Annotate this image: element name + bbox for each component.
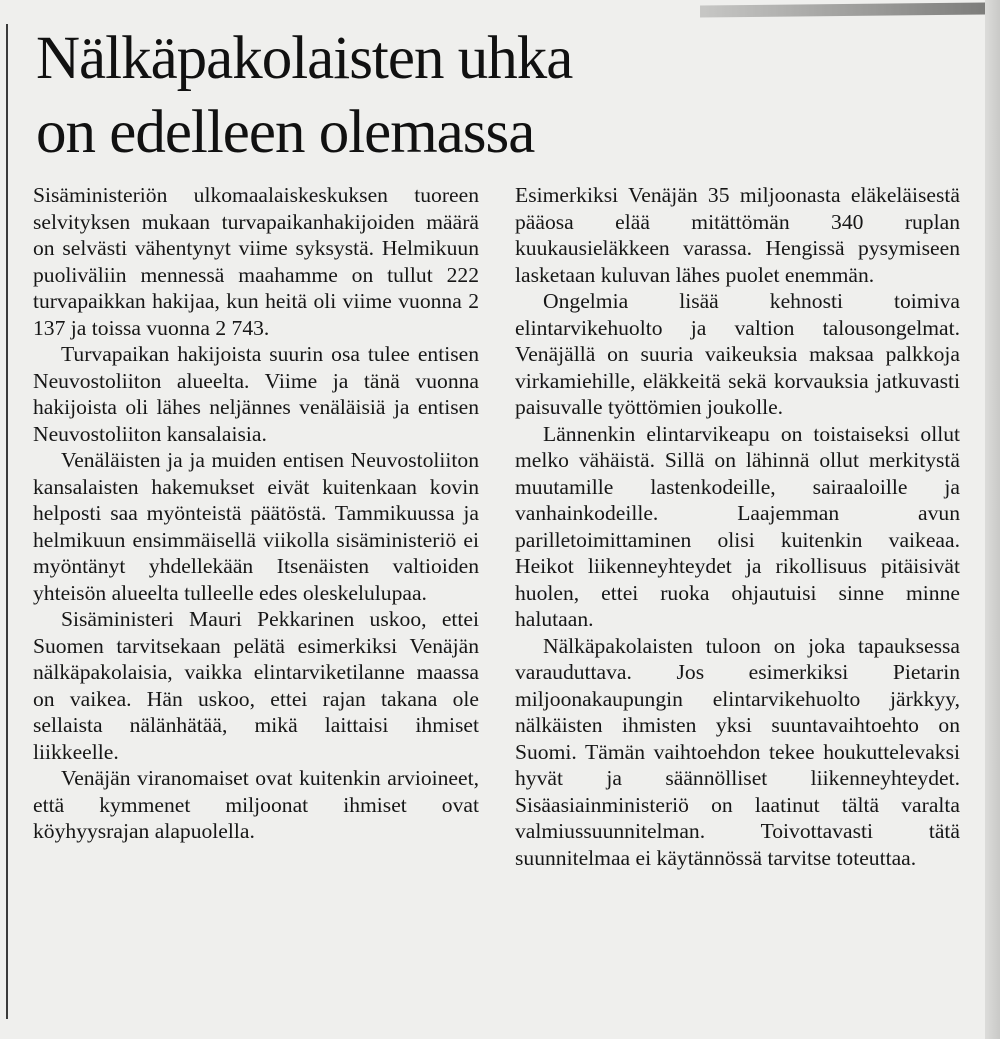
article-column-left: [33, 182, 479, 845]
paragraph: Nälkäpakolaisten tuloon on joka tapauksessa varauduttava. Jos esimerkiksi Pietarin miljoonakaupungin elintarvikehuolto järkkyy, nälkäisten ihmisten yksi suuntavaihtoehto on Suomi. Tämän vaihtoehdon tekee houkuttelevaksi hyvät ja säännölliset liikenneyhteydet. Sisäasiainministeriö on laatinut tältä varalta valmiussuunnitelman. Toivottavasti tätä suunnitelmaa ei käytännössä tarvitse toteuttaa.: [515, 633, 960, 870]
paragraph: Ongelmia lisää kehnosti toimiva elintarvikehuolto ja valtion talousongelmat. Venäjällä on suuria vaikeuksia maksaa palkkoja virkamiehille, eläkkeitä sekä korvauksia jatkuvasti paisuvalle työttömien joukolle.: [515, 289, 960, 419]
paragraph: Turvapaikan hakijoista suurin osa tulee entisen Neuvostoliiton alueelta. Viime ja tänä vuonna hakijoista oli lähes neljännes venäläisiä ja entisen Neuvostoliiton kansalaisia.: [33, 342, 479, 446]
paragraph: Esimerkiksi Venäjän 35 miljoonasta eläkeläisestä pääosa elää mitättömän 340 ruplan kuukausieläkkeen varassa. Hengissä pysymiseen lasketaan kuluvan lähes puolet enemmän.: [515, 183, 960, 287]
paragraph: Venäläisten ja ja muiden entisen Neuvostoliiton kansalaisten hakemukset eivät kuitenkaan kovin helposti saa myönteistä päätöstä. Tammikuussa ja helmikuun ensimmäisellä viikolla sisäministeriö ei myöntänyt yhdellekään Itsenäisten valtioiden yhteisön alueelta tulleelle edes oleskelulupaa.: [33, 448, 479, 605]
paragraph: Sisäministeriön ulkomaalaiskeskuksen tuoreen selvityksen mukaan turvapaikanhakijoiden määrä on selvästi vähentynyt viime syksystä. Helmikuun puoliväliin mennessä maahamme on tullut 222 turvapaikkan hakijaa, kun heitä oli viime vuonna 2 137 ja toissa vuonna 2 743.: [33, 183, 479, 340]
article-headline: [36, 22, 572, 170]
headline-line-1: Nälkäpakolaisten uhka: [36, 25, 573, 92]
article-column-right: [515, 182, 960, 871]
scan-edge-shadow: [700, 3, 985, 18]
paragraph: Sisäministeri Mauri Pekkarinen uskoo, ettei Suomen tarvitsekaan pelätä esimerkiksi Venäjän nälkäpakolaisia, vaikka elintarviketilanne maassa on vaikea. Hän uskoo, ettei rajan takana ole sellaista nälänhätää, mikä laittaisi ihmiset liikkeelle.: [33, 607, 479, 764]
paragraph: Lännenkin elintarvikeapu on toistaiseksi ollut melko vähäistä. Sillä on lähinnä ollut merkitystä muutamille lastenkodeille, sairaaloille ja vanhainkodeille. Laajemman avun parilletoimittaminen olisi kuitenkin vaikeaa. Heikot liikenneyhteydet ja rikollisuus pitäisivät huolen, ettei ruoka ohjautuisi sinne minne halutaan.: [515, 421, 960, 631]
column-rule: [6, 24, 8, 1019]
paragraph: Venäjän viranomaiset ovat kuitenkin arvioineet, että kymmenet miljoonat ihmiset ovat köyhyysrajan alapuolella.: [33, 766, 479, 843]
headline-line-2: on edelleen olemassa: [36, 99, 535, 166]
adjacent-page-strip: [985, 0, 1000, 1039]
